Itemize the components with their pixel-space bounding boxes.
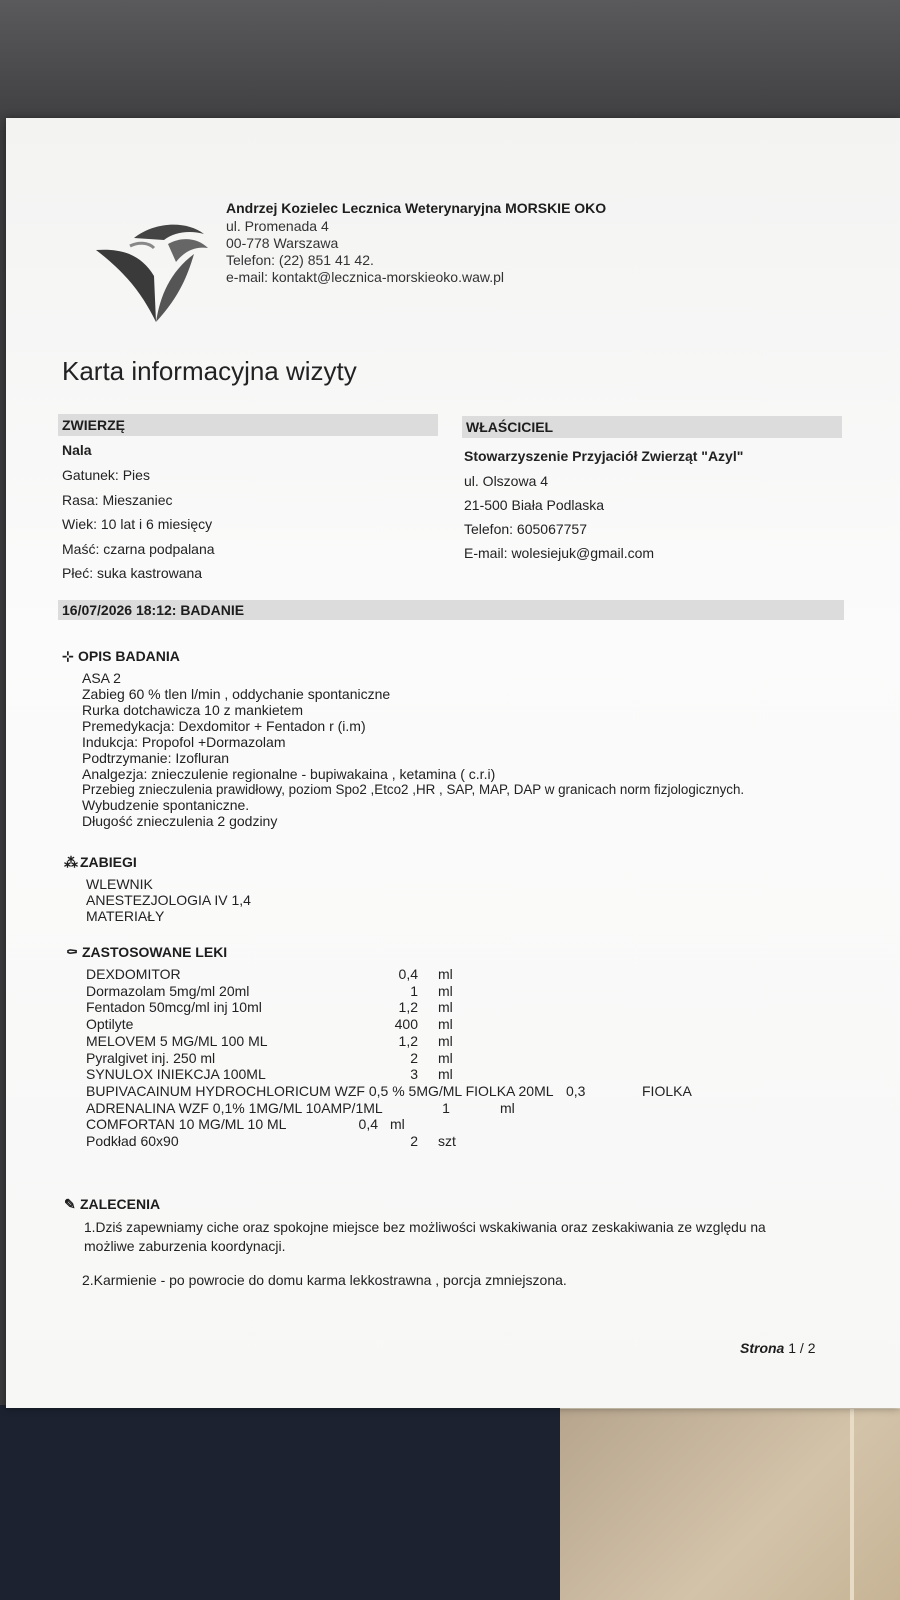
- medication-name: Podkład 60x90: [86, 1133, 179, 1149]
- medication-qty: 1: [410, 983, 418, 999]
- medication-unit: ml: [438, 1066, 453, 1082]
- medication-qty: 0,4: [398, 966, 418, 982]
- animal-section-header: [58, 414, 438, 436]
- animal-age: Wiek: 10 lat i 6 miesięcy: [62, 516, 213, 532]
- exam-line: Długość znieczulenia 2 godziny: [82, 813, 278, 829]
- clinic-city: 00-778 Warszawa: [226, 235, 339, 251]
- page-current: 1: [788, 1340, 797, 1356]
- pencil-icon: ✎: [64, 1196, 76, 1212]
- medication-qty: 1,2: [398, 1033, 418, 1049]
- medication-name: BUPIVACAINUM HYDROCHLORICUM WZF 0,5 % 5MG/ML FIOLKA 20ML: [86, 1083, 554, 1099]
- medication-unit: ml: [438, 966, 453, 982]
- procedure-item: WLEWNIK: [86, 876, 153, 892]
- medication-unit: szt: [438, 1133, 456, 1149]
- medication-name: DEXDOMITOR: [86, 966, 181, 982]
- medications-table: [86, 966, 786, 1156]
- medication-name: MELOVEM 5 MG/ML 100 ML: [86, 1033, 268, 1049]
- clinic-phone: Telefon: (22) 851 41 42.: [226, 252, 374, 268]
- exam-line: Podtrzymanie: Izofluran: [82, 750, 230, 766]
- medications-section-title: ⚰ ZASTOSOWANE LEKI: [66, 944, 228, 960]
- exam-line: ASA 2: [82, 670, 121, 686]
- clinic-logo: [94, 218, 214, 330]
- owner-section-header: [462, 416, 842, 438]
- exam-line: Premedykacja: Dexdomitor + Fentadon r (i.m): [82, 718, 366, 734]
- document-page: [6, 118, 900, 1408]
- page-label: Strona: [740, 1340, 785, 1356]
- asterisk-icon: ⁂: [64, 854, 78, 870]
- exam-line: Indukcja: Propofol +Dormazolam: [82, 734, 286, 750]
- medication-qty: 2: [410, 1133, 418, 1149]
- exam-line: Wybudzenie spontaniczne.: [82, 797, 250, 813]
- clinic-name: Andrzej Kozielec Lecznica Weterynaryjna MORSKIE OKO: [226, 200, 607, 216]
- animal-sex: Płeć: suka kastrowana: [62, 565, 203, 581]
- tile-joint: [850, 1405, 854, 1600]
- thermometer-icon: ⊹: [62, 648, 74, 664]
- medication-unit: ml: [390, 1116, 405, 1132]
- medication-name: COMFORTAN 10 MG/ML 10 ML: [86, 1116, 287, 1132]
- procedure-item: MATERIAŁY: [86, 908, 165, 924]
- photo-background-top: [0, 0, 900, 130]
- pill-icon: ⚰: [66, 944, 78, 960]
- medication-qty: 0,3: [566, 1083, 586, 1099]
- medication-name: Pyralgivet inj. 250 ml: [86, 1050, 216, 1066]
- medication-unit: ml: [438, 1033, 453, 1049]
- exam-line: Przebieg znieczulenia prawidłowy, poziom Spo2 ,Etco2 ,HR , SAP, MAP, DAP w granicach norm fizjologicznych.: [82, 782, 745, 797]
- medication-unit: ml: [438, 1016, 453, 1032]
- animal-name: Nala: [62, 442, 92, 458]
- exam-section-title: ⊹ OPIS BADANIA: [62, 648, 180, 664]
- medication-qty: 1: [442, 1100, 450, 1116]
- visit-header-bar: [58, 600, 844, 620]
- owner-header-label: WŁAŚCICIEL: [466, 419, 554, 435]
- procedures-list: [86, 876, 251, 924]
- owner-city: 21-500 Biała Podlaska: [464, 497, 605, 513]
- recommendation-1-line-2: możliwe zaburzenia koordynacji.: [84, 1238, 286, 1254]
- animal-species: Gatunek: Pies: [62, 467, 150, 483]
- exam-description: [82, 670, 744, 829]
- exam-line: Rurka dotchawicza 10 z mankietem: [82, 702, 303, 718]
- owner-email: E-mail: wolesiejuk@gmail.com: [464, 545, 655, 561]
- exam-line: Zabieg 60 % tlen l/min , oddychanie spontaniczne: [82, 686, 391, 702]
- recommendations-section-title: ✎ ZALECENIA: [64, 1196, 161, 1212]
- page-total: / 2: [799, 1340, 816, 1356]
- procedures-section-title: ⁂ ZABIEGI: [64, 854, 137, 870]
- photo-background-floor-tiles: [560, 1405, 900, 1600]
- photo-background-floor-dark: [0, 1405, 560, 1600]
- medication-qty: 3: [410, 1066, 418, 1082]
- medication-qty: 400: [394, 1016, 418, 1032]
- owner-name: Stowarzyszenie Przyjaciół Zwierząt "Azyl": [464, 448, 744, 464]
- medication-name: ADRENALINA WZF 0,1% 1MG/ML 10AMP/1ML: [86, 1100, 383, 1116]
- owner-street: ul. Olszowa 4: [464, 473, 549, 489]
- exam-line: Analgezja: znieczulenie regionalne - bupiwakaina , ketamina ( c.r.i): [82, 766, 496, 782]
- medication-unit: ml: [438, 1050, 453, 1066]
- medication-name: SYNULOX INIEKCJA 100ML: [86, 1066, 266, 1082]
- medication-name: Fentadon 50mcg/ml inj 10ml: [86, 999, 262, 1015]
- animal-breed: Rasa: Mieszaniec: [62, 492, 173, 508]
- owner-phone: Telefon: 605067757: [464, 521, 587, 537]
- page-number: [740, 1340, 816, 1356]
- medication-qty: 2: [410, 1050, 418, 1066]
- clinic-street: ul. Promenada 4: [226, 218, 329, 234]
- medication-qty: 0,4: [358, 1116, 378, 1132]
- animal-header-label: ZWIERZĘ: [62, 417, 125, 433]
- clinic-email: e-mail: kontakt@lecznica-morskieoko.waw.pl: [226, 269, 504, 285]
- recommendation-1-line-1: 1.Dziś zapewniamy ciche oraz spokojne miejsce bez możliwości wskakiwania oraz zeskakiwania ze względu na: [84, 1220, 766, 1235]
- animal-color: Maść: czarna podpalana: [62, 541, 215, 557]
- recommendation-2: 2.Karmienie - po powrocie do domu karma lekkostrawna , porcja zmniejszona.: [82, 1272, 567, 1288]
- visit-header: 16/07/2026 18:12: BADANIE: [62, 602, 245, 618]
- document-title: Karta informacyjna wizyty: [62, 356, 357, 386]
- medication-unit: ml: [500, 1100, 515, 1116]
- medication-unit: ml: [438, 983, 453, 999]
- medication-unit: ml: [438, 999, 453, 1015]
- medication-name: Optilyte: [86, 1016, 134, 1032]
- medication-name: Dormazolam 5mg/ml 20ml: [86, 983, 250, 999]
- medication-unit: FIOLKA: [642, 1083, 692, 1099]
- medication-qty: 1,2: [398, 999, 418, 1015]
- procedure-item: ANESTEZJOLOGIA IV 1,4: [86, 892, 251, 908]
